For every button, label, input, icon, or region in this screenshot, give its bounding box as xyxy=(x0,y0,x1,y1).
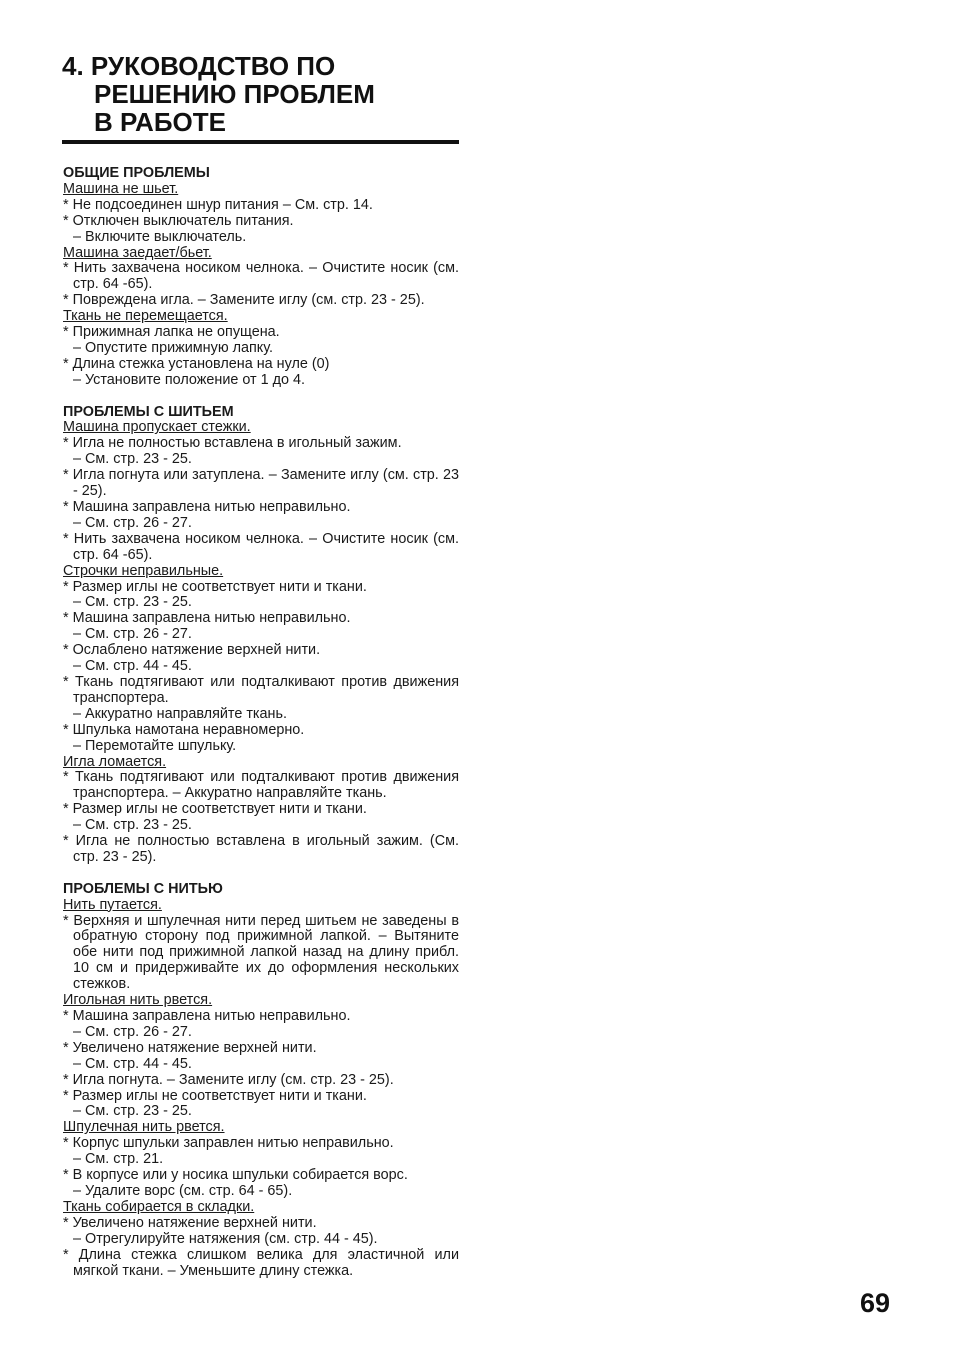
remedy-line: – См. стр. 26 - 27. xyxy=(73,514,192,531)
section-2 xyxy=(63,882,459,1280)
cause-item: * Игла не полностью вставлена в игольный зажим. (См. стр. 23 - 25). xyxy=(63,833,459,865)
cause-item: * Размер иглы не соответствует нити и ткани. xyxy=(63,801,367,818)
problem-subheading: Шпулечная нить рвется. xyxy=(63,1119,225,1136)
problem-subheading: Ткань собирается в складки. xyxy=(63,1198,255,1215)
remedy-line: – См. стр. 44 - 45. xyxy=(73,658,192,675)
title-line-2: РЕШЕНИЮ ПРОБЛЕМ xyxy=(94,79,375,109)
page-number: 69 xyxy=(859,1288,890,1318)
cause-item: * Отключен выключатель питания. xyxy=(63,212,294,229)
cause-item: * Прижимная лапка не опущена. xyxy=(63,324,280,341)
problem-subheading: Нить путается. xyxy=(63,896,162,913)
remedy-line: – Перемотайте шпульку. xyxy=(73,737,237,754)
cause-item: * Игла погнута или затуплена. – Замените иглу (см. стр. 23 - 25). xyxy=(63,467,459,500)
remedy-line: – Аккуратно направляйте ткань. xyxy=(73,705,287,722)
cause-item: * Длина стежка слишком велика для эластичной или мягкой ткани. – Уменьшите длину стежка. xyxy=(63,1246,459,1279)
remedy-line: – См. стр. 26 - 27. xyxy=(73,1023,192,1040)
remedy-line: – См. стр. 23 - 25. xyxy=(73,594,192,611)
remedy-line: – Отрегулируйте натяжения (см. стр. 44 - 45). xyxy=(73,1230,378,1247)
cause-item: * Машина заправлена нитью неправильно. xyxy=(63,1008,351,1024)
cause-item: * Нить захвачена носиком челнока. – Очистите носик (см. стр. 64 -65). xyxy=(63,260,459,293)
troubleshooting-content xyxy=(63,166,459,1295)
remedy-line: – Опустите прижимную лапку. xyxy=(73,339,274,356)
cause-item: * Увеличено натяжение верхней нити. xyxy=(63,1039,317,1056)
problem-subheading: Игольная нить рвется. xyxy=(63,992,213,1009)
cause-item: * Повреждена игла. – Замените иглу (см. стр. 23 - 25). xyxy=(63,292,425,309)
page-title xyxy=(62,52,459,136)
remedy-line: – См. стр. 26 - 27. xyxy=(73,626,192,643)
cause-item: * Нить захвачена носиком челнока. – Очистите носик (см. стр. 64 -65). xyxy=(63,530,459,563)
cause-item: * Ткань подтягивают или подталкивают против движения транспортера. – Аккуратно направляйте ткань. xyxy=(63,769,459,802)
section-heading: ПРОБЛЕМЫ С НИТЬЮ xyxy=(63,880,223,897)
remedy-line: – Включите выключатель. xyxy=(73,228,247,245)
section-1 xyxy=(63,405,459,866)
cause-item: * Машина заправлена нитью неправильно. xyxy=(63,499,351,516)
remedy-line: – См. стр. 23 - 25. xyxy=(73,817,192,834)
remedy-line: – См. стр. 44 - 45. xyxy=(73,1055,192,1072)
cause-item: * Игла не полностью вставлена в игольный зажим. xyxy=(63,435,402,452)
cause-item: * Длина стежка установлена на нуле (0) xyxy=(63,355,330,372)
problem-subheading: Машина заедает/бьет. xyxy=(63,244,212,261)
problem-subheading: Ткань не перемещается. xyxy=(63,308,228,325)
cause-item: * Ослаблено натяжение верхней нити. xyxy=(63,642,321,659)
remedy-line: – Установите положение от 1 до 4. xyxy=(73,371,306,388)
cause-item: * Не подсоединен шнур питания – См. стр. 14. xyxy=(63,196,373,213)
remedy-line: – См. стр. 23 - 25. xyxy=(73,451,192,468)
section-heading: ПРОБЛЕМЫ С ШИТЬЕМ xyxy=(63,403,234,420)
cause-item: * Машина заправлена нитью неправильно. xyxy=(63,610,351,627)
cause-item: * В корпусе или у носика шпульки собирается ворс. xyxy=(63,1167,408,1184)
remedy-line: – Удалите ворс (см. стр. 64 - 65). xyxy=(73,1182,293,1199)
problem-subheading: Строчки неправильные. xyxy=(63,562,224,579)
remedy-line: – См. стр. 23 - 25. xyxy=(73,1103,192,1120)
cause-item: * Шпулька намотана неравномерно. xyxy=(63,721,305,738)
cause-item: * Верхняя и шпулечная нити перед шитьем не заведены в обратную сторону под прижимной лапкой. – Вытяните обе нити под прижимной лапкой назад на длину прибл. 10 см и придерживайте их до оформления нескольких стежков. xyxy=(63,912,459,993)
cause-item: * Корпус шпульки заправлен нитью неправильно. xyxy=(63,1135,394,1152)
problem-subheading: Игла ломается. xyxy=(63,753,167,770)
title-line-3: В РАБОТЕ xyxy=(94,107,226,137)
cause-item: * Ткань подтягивают или подталкивают против движения транспортера. xyxy=(63,673,459,706)
cause-item: * Игла погнута. – Замените иглу (см. стр. 23 - 25). xyxy=(63,1071,394,1088)
section-heading: ОБЩИЕ ПРОБЛЕМЫ xyxy=(63,165,210,181)
remedy-line: – См. стр. 21. xyxy=(73,1151,164,1168)
problem-subheading: Машина пропускает стежки. xyxy=(63,419,251,436)
cause-item: * Размер иглы не соответствует нити и ткани. xyxy=(63,578,367,595)
title-underline-rule xyxy=(62,140,459,144)
section-0 xyxy=(63,166,459,389)
problem-subheading: Машина не шьет. xyxy=(63,180,179,197)
title-line-1: 4. РУКОВОДСТВО ПО xyxy=(62,51,336,81)
cause-item: * Увеличено натяжение верхней нити. xyxy=(63,1214,317,1231)
cause-item: * Размер иглы не соответствует нити и ткани. xyxy=(63,1087,367,1104)
